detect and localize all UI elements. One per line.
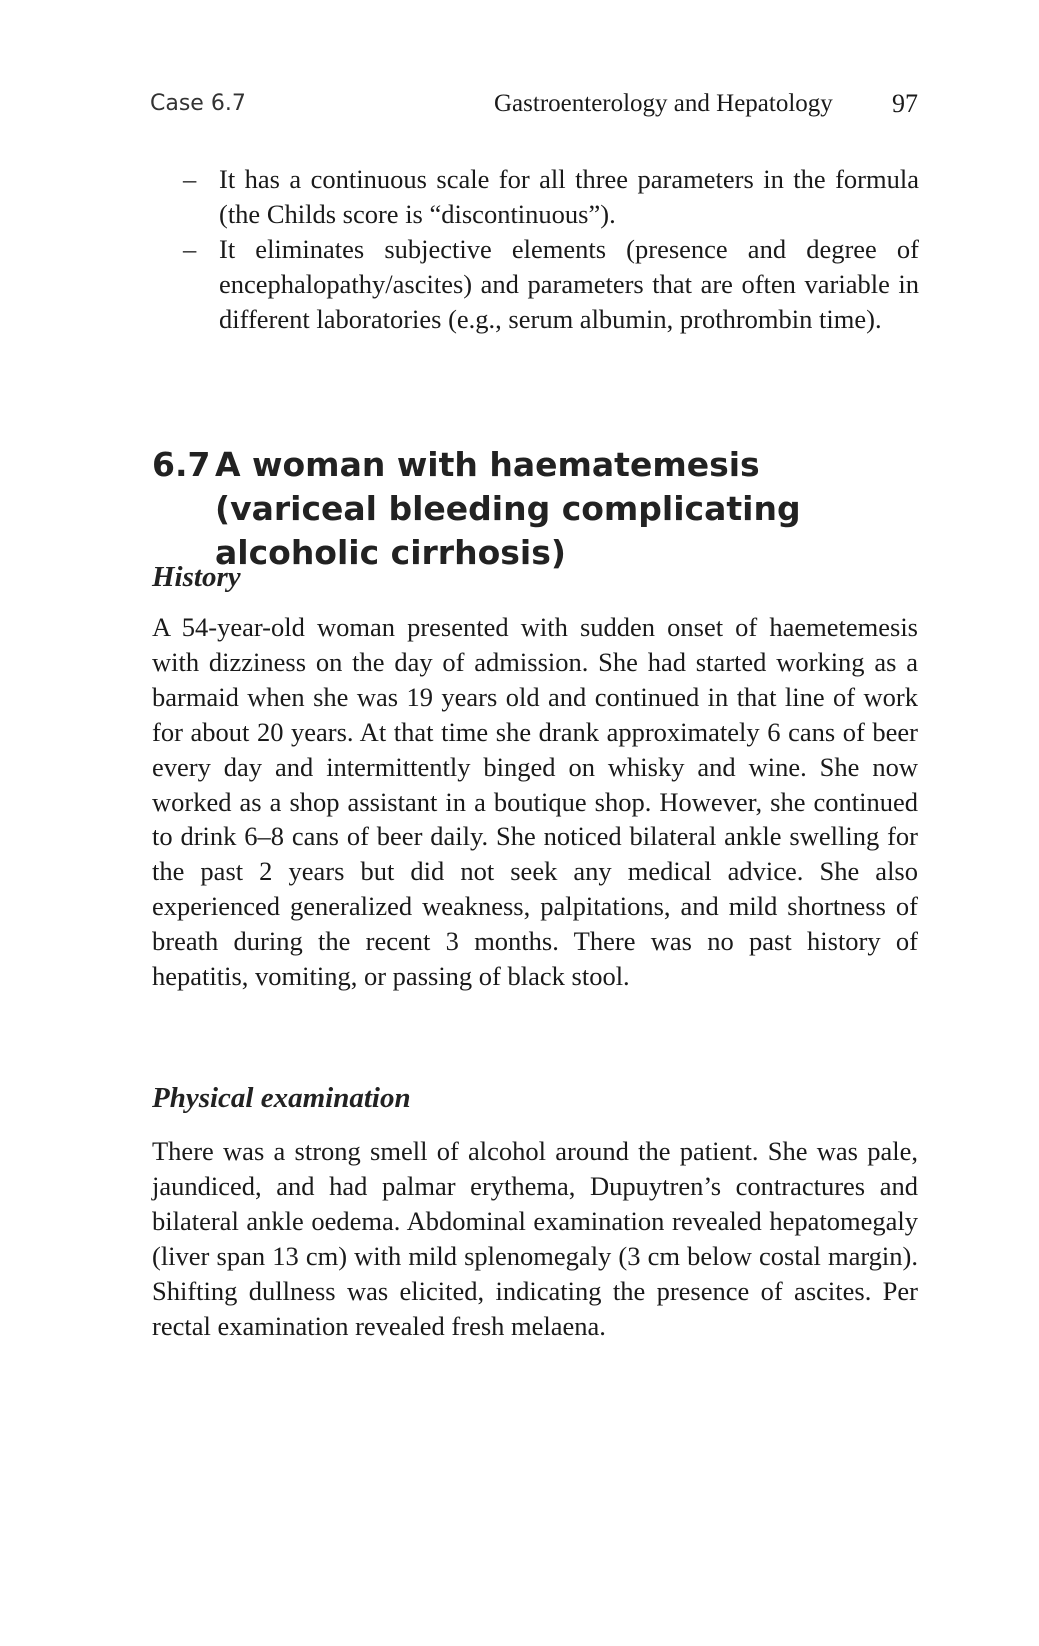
history-heading: History xyxy=(152,561,241,593)
bullet-text: It eliminates subjective elements (presence and degree of encephalopathy/ascites) and parameters that are often variable in different laboratories (e.g., serum albumin, prothrombin time). xyxy=(219,234,919,334)
page-number: 97 xyxy=(892,89,918,118)
chapter-title: Gastroenterology and Hepatology xyxy=(494,90,833,117)
physical-examination-paragraph: There was a strong smell of alcohol around the patient. She was pale, jaundiced, and had palmar erythema, Dupuytren’s contractures and bilateral ankle oedema. Abdominal examination revealed hepatomegaly (liver span 13 cm) with mild splenomegaly (3 cm below costal margin). Shifting dullness was elicited, indicating the presence of ascites. Per rectal examination revealed fresh melaena. xyxy=(152,1136,918,1341)
case-label: Case 6.7 xyxy=(150,91,246,116)
bullet-item xyxy=(183,232,919,337)
bullet-dash: – xyxy=(183,164,197,194)
bullet-text: It has a continuous scale for all three parameters in the formula (the Childs score is “discontinuous”). xyxy=(219,164,919,229)
physical-examination-heading: Physical examination xyxy=(152,1082,411,1114)
running-head xyxy=(150,86,920,122)
bullet-list xyxy=(183,162,919,337)
section-heading xyxy=(152,443,932,575)
bullet-dash: – xyxy=(183,234,197,264)
history-paragraph: A 54-year-old woman presented with sudden onset of haemetemesis with dizziness on the day of admission. She had started working as a barmaid when she was 19 years old and continued in that line of work for about 20 years. At that time she drank approximately 6 cans of beer every day and intermittently binged on whisky and wine. She now worked as a shop assistant in a boutique shop. However, she continued to drink 6–8 cans of beer daily. She noticed bilateral ankle swelling for the past 2 years but did not seek any medical advice. She also experienced generalized weakness, palpitations, and mild shortness of breath during the recent 3 months. There was no past history of hepatitis, vomiting, or passing of black stool. xyxy=(152,612,918,992)
section-title: A woman with haematemesis (variceal bleeding complicating alcoholic cirrhosis) xyxy=(215,445,801,572)
section-number: 6.7 xyxy=(152,445,211,484)
bullet-item xyxy=(183,162,919,232)
